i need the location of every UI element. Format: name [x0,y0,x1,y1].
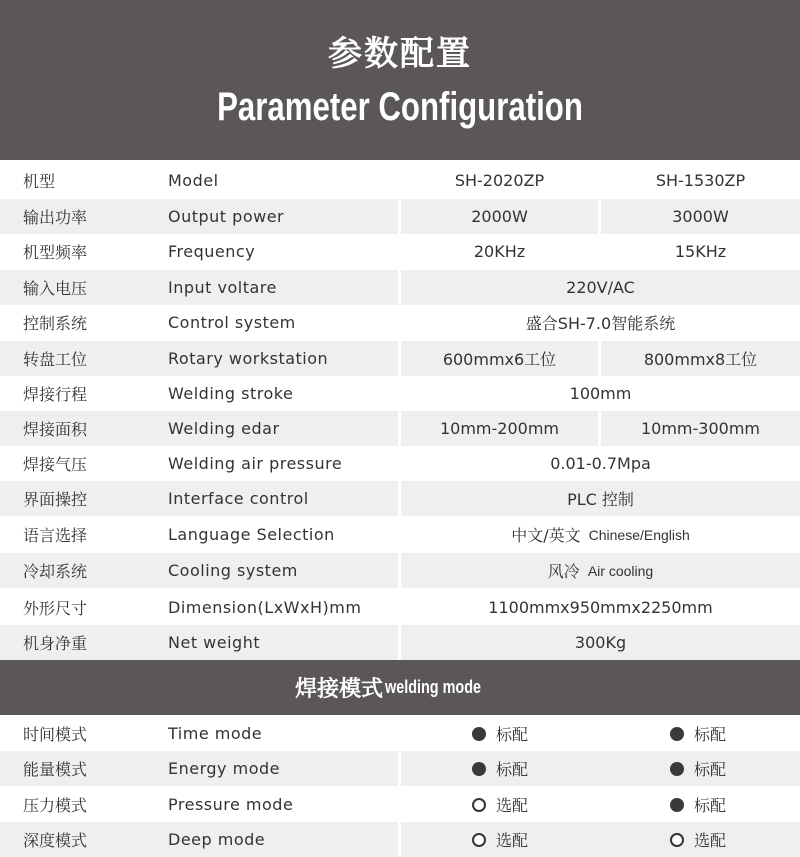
spec-label-en: Dimension(LxWxH)mm [168,598,362,617]
spec-row [0,376,800,411]
spec-row [0,446,800,481]
mode-value-text: 选配 [694,831,727,850]
spec-label-en: Interface control [168,489,309,508]
spec-row [0,341,800,376]
spec-label-cn: 输入电压 [23,279,88,298]
mode-value-a [472,751,528,786]
spec-label-en: Output power [168,207,285,226]
spec-row [0,553,800,588]
spec-row [0,411,800,446]
mode-row [0,716,800,751]
spec-row [0,625,800,660]
mode-value-text: 选配 [496,831,529,850]
mode-value-bg [401,751,800,786]
spec-value-text: 风冷 [547,562,580,581]
spec-value-text: PLC 控制 [567,490,634,509]
mode-value-bg [401,822,800,857]
mode-value-a [472,787,528,822]
spec-label-en: Rotary workstation [168,349,329,368]
mode-value-b [670,716,726,751]
mode-value-b [670,787,726,822]
mode-value-text: 标配 [694,725,727,744]
mode-row [0,787,800,822]
spec-label-en: Language Selection [168,525,335,544]
empty-circle-icon [670,833,684,847]
spec-value-model-b: 3000W [601,199,800,234]
welding-mode-header [0,660,800,715]
spec-value [401,305,800,340]
spec-label-cn: 机型频率 [23,243,88,262]
mode-row [0,822,800,857]
spec-label-en: Control system [168,313,296,332]
spec-value [401,625,800,660]
spec-value [401,517,800,552]
mode-value-text: 标配 [694,796,727,815]
mode-row [0,751,800,786]
filled-circle-icon [670,798,684,812]
spec-row [0,481,800,516]
spec-value-text: 中文/英文 [511,526,581,545]
mode-value-b [670,822,726,857]
spec-label-en: Input voltare [168,278,277,297]
spec-value-text: 100mm [569,384,632,403]
mode-value-a [472,716,528,751]
mode-label-cn: 深度模式 [23,831,88,850]
mode-label-en: Deep mode [168,830,266,849]
spec-value-model-a: 2000W [401,199,598,234]
mode-value-b [670,751,726,786]
spec-value [401,446,800,481]
spec-label-cn: 冷却系统 [23,562,88,581]
spec-row [0,270,800,305]
spec-value-en: Air cooling [587,562,654,579]
spec-value-model-b: SH-1530ZP [655,171,746,190]
filled-circle-icon [472,762,486,776]
spec-row [0,234,800,269]
section-title-cn: 焊接模式 [294,677,383,702]
spec-label-cn: 机身净重 [23,634,88,653]
spec-value [401,270,800,305]
spec-label-cn: 焊接行程 [23,385,88,404]
mode-value-text: 标配 [496,725,529,744]
page-title-cn: 参数配置 [328,34,472,74]
spec-value-model-b: 10mm-300mm [601,411,800,446]
spec-label-en: Cooling system [168,561,298,580]
page-header [0,0,800,160]
spec-label-en: Welding air pressure [168,454,343,473]
spec-value-text: 0.01-0.7Mpa [550,454,651,473]
empty-circle-icon [472,833,486,847]
spec-label-cn: 机型 [23,172,56,191]
spec-value-model-b: 800mmx8工位 [601,341,800,376]
spec-label-cn: 焊接面积 [23,420,88,439]
mode-label-en: Energy mode [168,759,280,778]
spec-row [0,517,800,552]
mode-value-text: 标配 [496,760,529,779]
mode-value-text: 标配 [694,760,727,779]
spec-label-en: Net weight [168,633,261,652]
mode-label-cn: 能量模式 [23,760,88,779]
mode-value-a [472,822,528,857]
spec-label-en: Frequency [168,242,256,261]
spec-label-cn: 外形尺寸 [23,599,88,618]
spec-value-en: Chinese/English [588,526,690,543]
spec-value-text: 1100mmx950mmx2250mm [488,598,713,617]
spec-value-model-b: 15KHz [674,242,727,261]
spec-value [401,481,800,516]
filled-circle-icon [472,727,486,741]
mode-label-en: Pressure mode [168,795,294,814]
spec-value [401,376,800,411]
spec-row [0,199,800,234]
filled-circle-icon [670,727,684,741]
spec-value-text: 盛合SH-7.0智能系统 [525,314,676,333]
mode-label-cn: 压力模式 [23,796,88,815]
mode-label-en: Time mode [168,724,263,743]
section-title-en: welding mode [385,677,482,697]
spec-label-cn: 控制系统 [23,314,88,333]
spec-label-cn: 输出功率 [23,208,88,227]
spec-value-model-a: 10mm-200mm [401,411,598,446]
spec-value-model-a: SH-2020ZP [454,171,545,190]
spec-label-en: Welding stroke [168,384,294,403]
spec-row [0,163,800,198]
spec-label-cn: 焊接气压 [23,455,88,474]
mode-label-cn: 时间模式 [23,725,88,744]
spec-value-text: 300Kg [574,633,627,652]
page-title-en: Parameter Configuration [217,85,583,129]
empty-circle-icon [472,798,486,812]
spec-value [401,590,800,625]
spec-value-model-a: 20KHz [473,242,526,261]
spec-value-model-a: 600mmx6工位 [401,341,598,376]
spec-label-cn: 转盘工位 [23,350,88,369]
spec-label-en: Welding edar [168,419,280,438]
spec-value [401,553,800,588]
spec-value-text: 220V/AC [566,278,635,297]
spec-label-cn: 语言选择 [23,526,88,545]
filled-circle-icon [670,762,684,776]
spec-row [0,305,800,340]
spec-label-cn: 界面操控 [23,490,88,509]
mode-value-text: 选配 [496,796,529,815]
spec-label-en: Model [168,171,219,190]
spec-row [0,590,800,625]
